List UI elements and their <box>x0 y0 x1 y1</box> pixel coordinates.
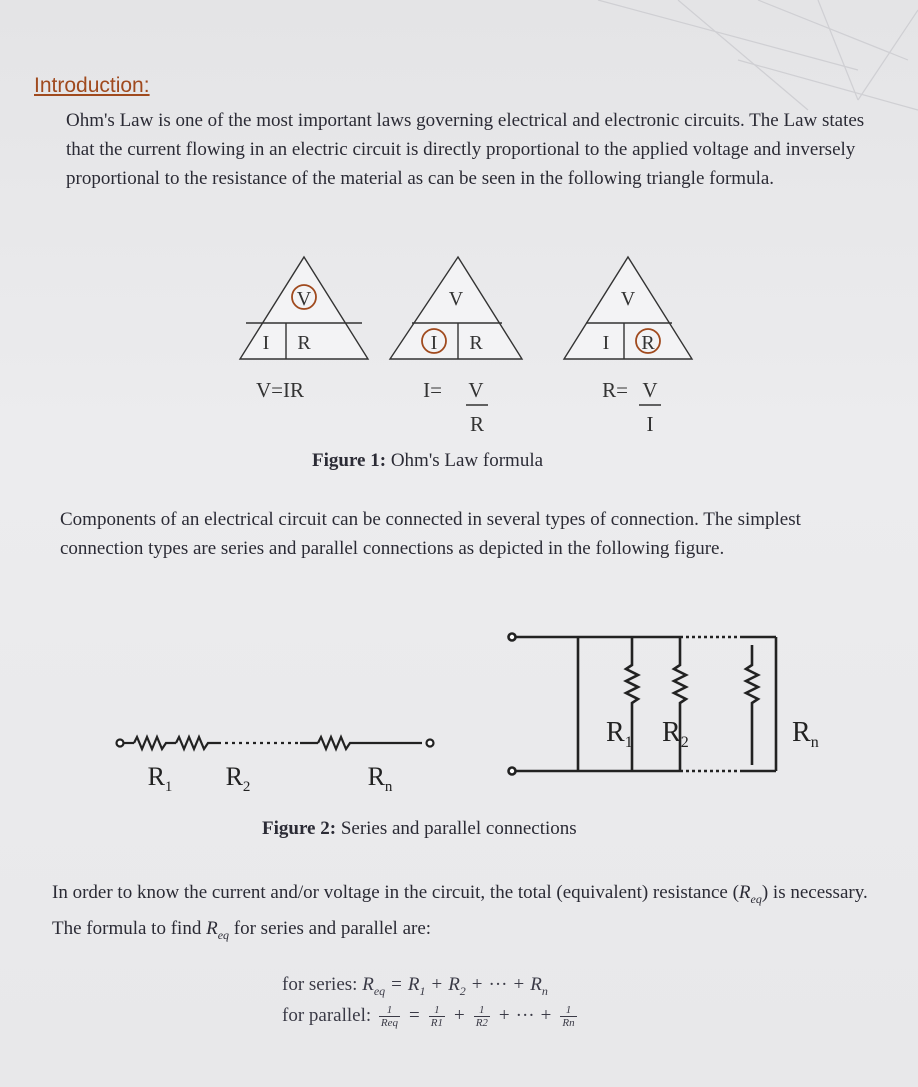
parallel-r2-label: $R_2$ <box>662 717 689 751</box>
tri2-right-label: R <box>469 332 483 354</box>
ohms-law-triangles-figure <box>230 255 700 445</box>
series-formula-label: for series: <box>282 974 363 995</box>
tri1-formula: V=IR <box>255 378 305 402</box>
tri1-top-label: V <box>296 288 312 310</box>
series-parallel-figure <box>100 625 860 800</box>
series-circuit <box>117 737 434 749</box>
parallel-plus-2: + <box>498 1004 510 1026</box>
tri3-formula-num: V <box>642 378 658 402</box>
tri2-left-label: I <box>430 332 438 354</box>
parallel-r1-label: $R_1$ <box>606 717 633 751</box>
series-r1-label: $R_1$ <box>147 762 173 795</box>
req-paragraph-part1: In order to know the current and/or voltage in the circuit, the total (equivalent) resistance ( <box>52 882 739 903</box>
intro-paragraph: Ohm's Law is one of the most important laws governing electrical and electronic circuits. The Law states that the current flowing in an electric circuit is directly proportional to the applied voltage and inversely proportional to the resistance of the material as can be seen in the following triangle formula. <box>66 110 865 189</box>
series-term-2-sub: 2 <box>459 983 466 998</box>
series-plus-1: + <box>431 974 443 995</box>
series-formula <box>282 974 548 999</box>
tri3-formula-lhs: R= <box>602 378 628 402</box>
series-r2-label: $R_2$ <box>225 762 251 795</box>
triangle-r-equals-v-over-i <box>564 257 692 436</box>
connections-paragraph: Components of an electrical circuit can be connected in several types of connection. The simplest connection types are series and parallel connections as depicted in the following figure. <box>60 509 801 559</box>
req-symbol: R <box>738 882 751 903</box>
series-equals: = <box>391 974 402 995</box>
tri3-left-label: I <box>602 332 610 354</box>
parallel-term-2: $\frac{1}{R2}$ <box>475 1004 488 1029</box>
parallel-rn-label: $R_n$ <box>792 717 819 751</box>
background-decoration <box>558 0 918 120</box>
series-dots: ··· <box>488 974 508 995</box>
series-term-n-sub: n <box>541 983 548 998</box>
series-lhs-sub: eq <box>373 983 386 998</box>
series-plus-2: + <box>471 974 483 995</box>
series-lhs: R <box>362 974 374 995</box>
series-rn-label: $R_n$ <box>367 762 393 795</box>
tri3-right-label: R <box>641 332 655 354</box>
series-term-2: R <box>448 974 460 995</box>
req-paragraph-part2: ) is necessary. The formula to find <box>52 882 868 939</box>
parallel-plus-1: + <box>453 1004 465 1026</box>
req-paragraph-part3: for series and parallel are: <box>229 917 432 939</box>
series-term-n: R <box>530 974 542 995</box>
tri3-top-label: V <box>620 288 636 310</box>
series-term-1: R <box>407 974 420 995</box>
parallel-term-1: $\frac{1}{R1}$ <box>430 1004 443 1029</box>
req-symbol-sub: eq <box>750 891 762 906</box>
figure1-caption-label: Figure 1: <box>312 450 387 471</box>
parallel-lhs-fraction: $\frac{1}{\text{Req}}$ <box>380 1004 399 1029</box>
tri3-formula-den: I <box>646 412 654 436</box>
tri1-right-label: R <box>297 332 311 354</box>
figure2-caption-text: Series and parallel connections <box>336 818 577 839</box>
parallel-equals: = <box>409 1004 420 1026</box>
parallel-formula <box>282 1004 580 1029</box>
parallel-term-n: $\frac{1}{Rn}$ <box>562 1004 575 1029</box>
triangle-i-equals-v-over-r <box>390 257 522 436</box>
series-plus-3: + <box>513 974 525 995</box>
figure2-caption-label: Figure 2: <box>262 818 337 839</box>
parallel-dots: ··· <box>515 1004 535 1026</box>
parallel-plus-3: + <box>540 1004 552 1026</box>
req-symbol-2-sub: eq <box>217 927 230 942</box>
parallel-formula-label: for parallel: <box>282 1004 376 1026</box>
tri1-left-label: I <box>262 332 270 354</box>
tri2-top-label: V <box>448 288 464 310</box>
triangle-v-equals-ir <box>240 257 368 402</box>
parallel-circuit <box>509 634 783 775</box>
req-symbol-2: R <box>206 917 218 939</box>
tri2-formula-num: V <box>468 378 484 402</box>
figure1-caption <box>312 450 543 472</box>
figure2-caption <box>262 818 577 840</box>
section-heading: Introduction: <box>34 74 150 97</box>
tri2-formula-lhs: I= <box>423 378 442 402</box>
req-paragraph <box>52 878 887 950</box>
figure1-caption-text: Ohm's Law formula <box>386 450 544 471</box>
series-term-1-sub: 1 <box>419 983 426 998</box>
tri2-formula-den: R <box>469 412 485 436</box>
